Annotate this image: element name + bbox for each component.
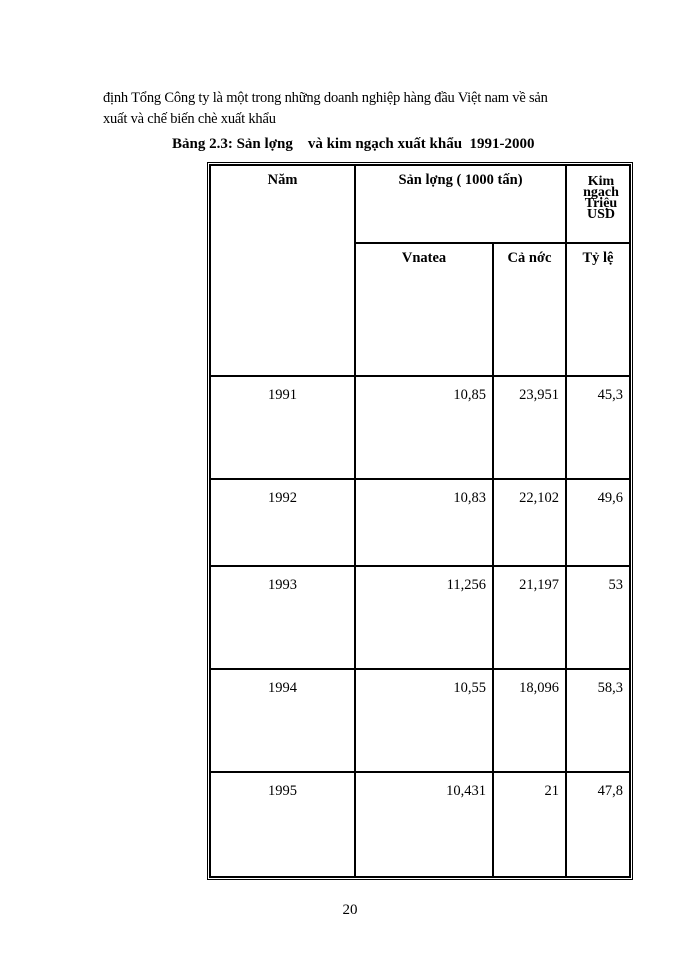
- header-vnatea: Vnatea: [355, 243, 493, 376]
- cell-ty-le: 49,6: [566, 479, 630, 566]
- cell-ca-nuoc: 18,096: [493, 669, 566, 772]
- header-kim-ngach: Kim ngạch Triệu USD: [566, 165, 630, 243]
- production-table: [207, 162, 633, 880]
- cell-ca-nuoc: 22,102: [493, 479, 566, 566]
- cell-year: 1992: [210, 479, 355, 566]
- cell-vnatea: 10,85: [355, 376, 493, 479]
- header-ty-le: Tỷ lệ: [566, 243, 630, 376]
- cell-vnatea: 10,431: [355, 772, 493, 877]
- table-container: [207, 162, 623, 876]
- cell-ca-nuoc: 23,951: [493, 376, 566, 479]
- table-row: [210, 479, 630, 566]
- header-nam: Năm: [210, 165, 355, 376]
- table-row: [210, 566, 630, 669]
- cell-vnatea: 10,55: [355, 669, 493, 772]
- intro-paragraph: [103, 88, 643, 130]
- cell-ty-le: 53: [566, 566, 630, 669]
- cell-ty-le: 47,8: [566, 772, 630, 877]
- page-number: 20: [342, 902, 358, 918]
- table-row: [210, 772, 630, 877]
- cell-vnatea: 11,256: [355, 566, 493, 669]
- cell-year: 1994: [210, 669, 355, 772]
- table-row: [210, 669, 630, 772]
- cell-year: 1995: [210, 772, 355, 877]
- cell-ty-le: 58,3: [566, 669, 630, 772]
- table-caption: Bảng 2.3: Sản lợng và kim ngạch xuất khẩu 1991-2000: [172, 136, 535, 152]
- cell-vnatea: 10,83: [355, 479, 493, 566]
- header-san-luong: Sản lợng ( 1000 tấn): [355, 165, 566, 243]
- cell-ca-nuoc: 21: [493, 772, 566, 877]
- cell-ty-le: 45,3: [566, 376, 630, 479]
- table-row: [210, 376, 630, 479]
- cell-year: 1993: [210, 566, 355, 669]
- cell-year: 1991: [210, 376, 355, 479]
- header-row-1: [210, 165, 630, 243]
- header-ca-nuoc: Cả nớc: [493, 243, 566, 376]
- intro-line-2: xuất và chế biến chè xuất khẩu: [103, 111, 276, 127]
- intro-line-1: định Tổng Công ty là một trong những doanh nghiệp hàng đầu Việt nam về sản: [103, 90, 548, 106]
- cell-ca-nuoc: 21,197: [493, 566, 566, 669]
